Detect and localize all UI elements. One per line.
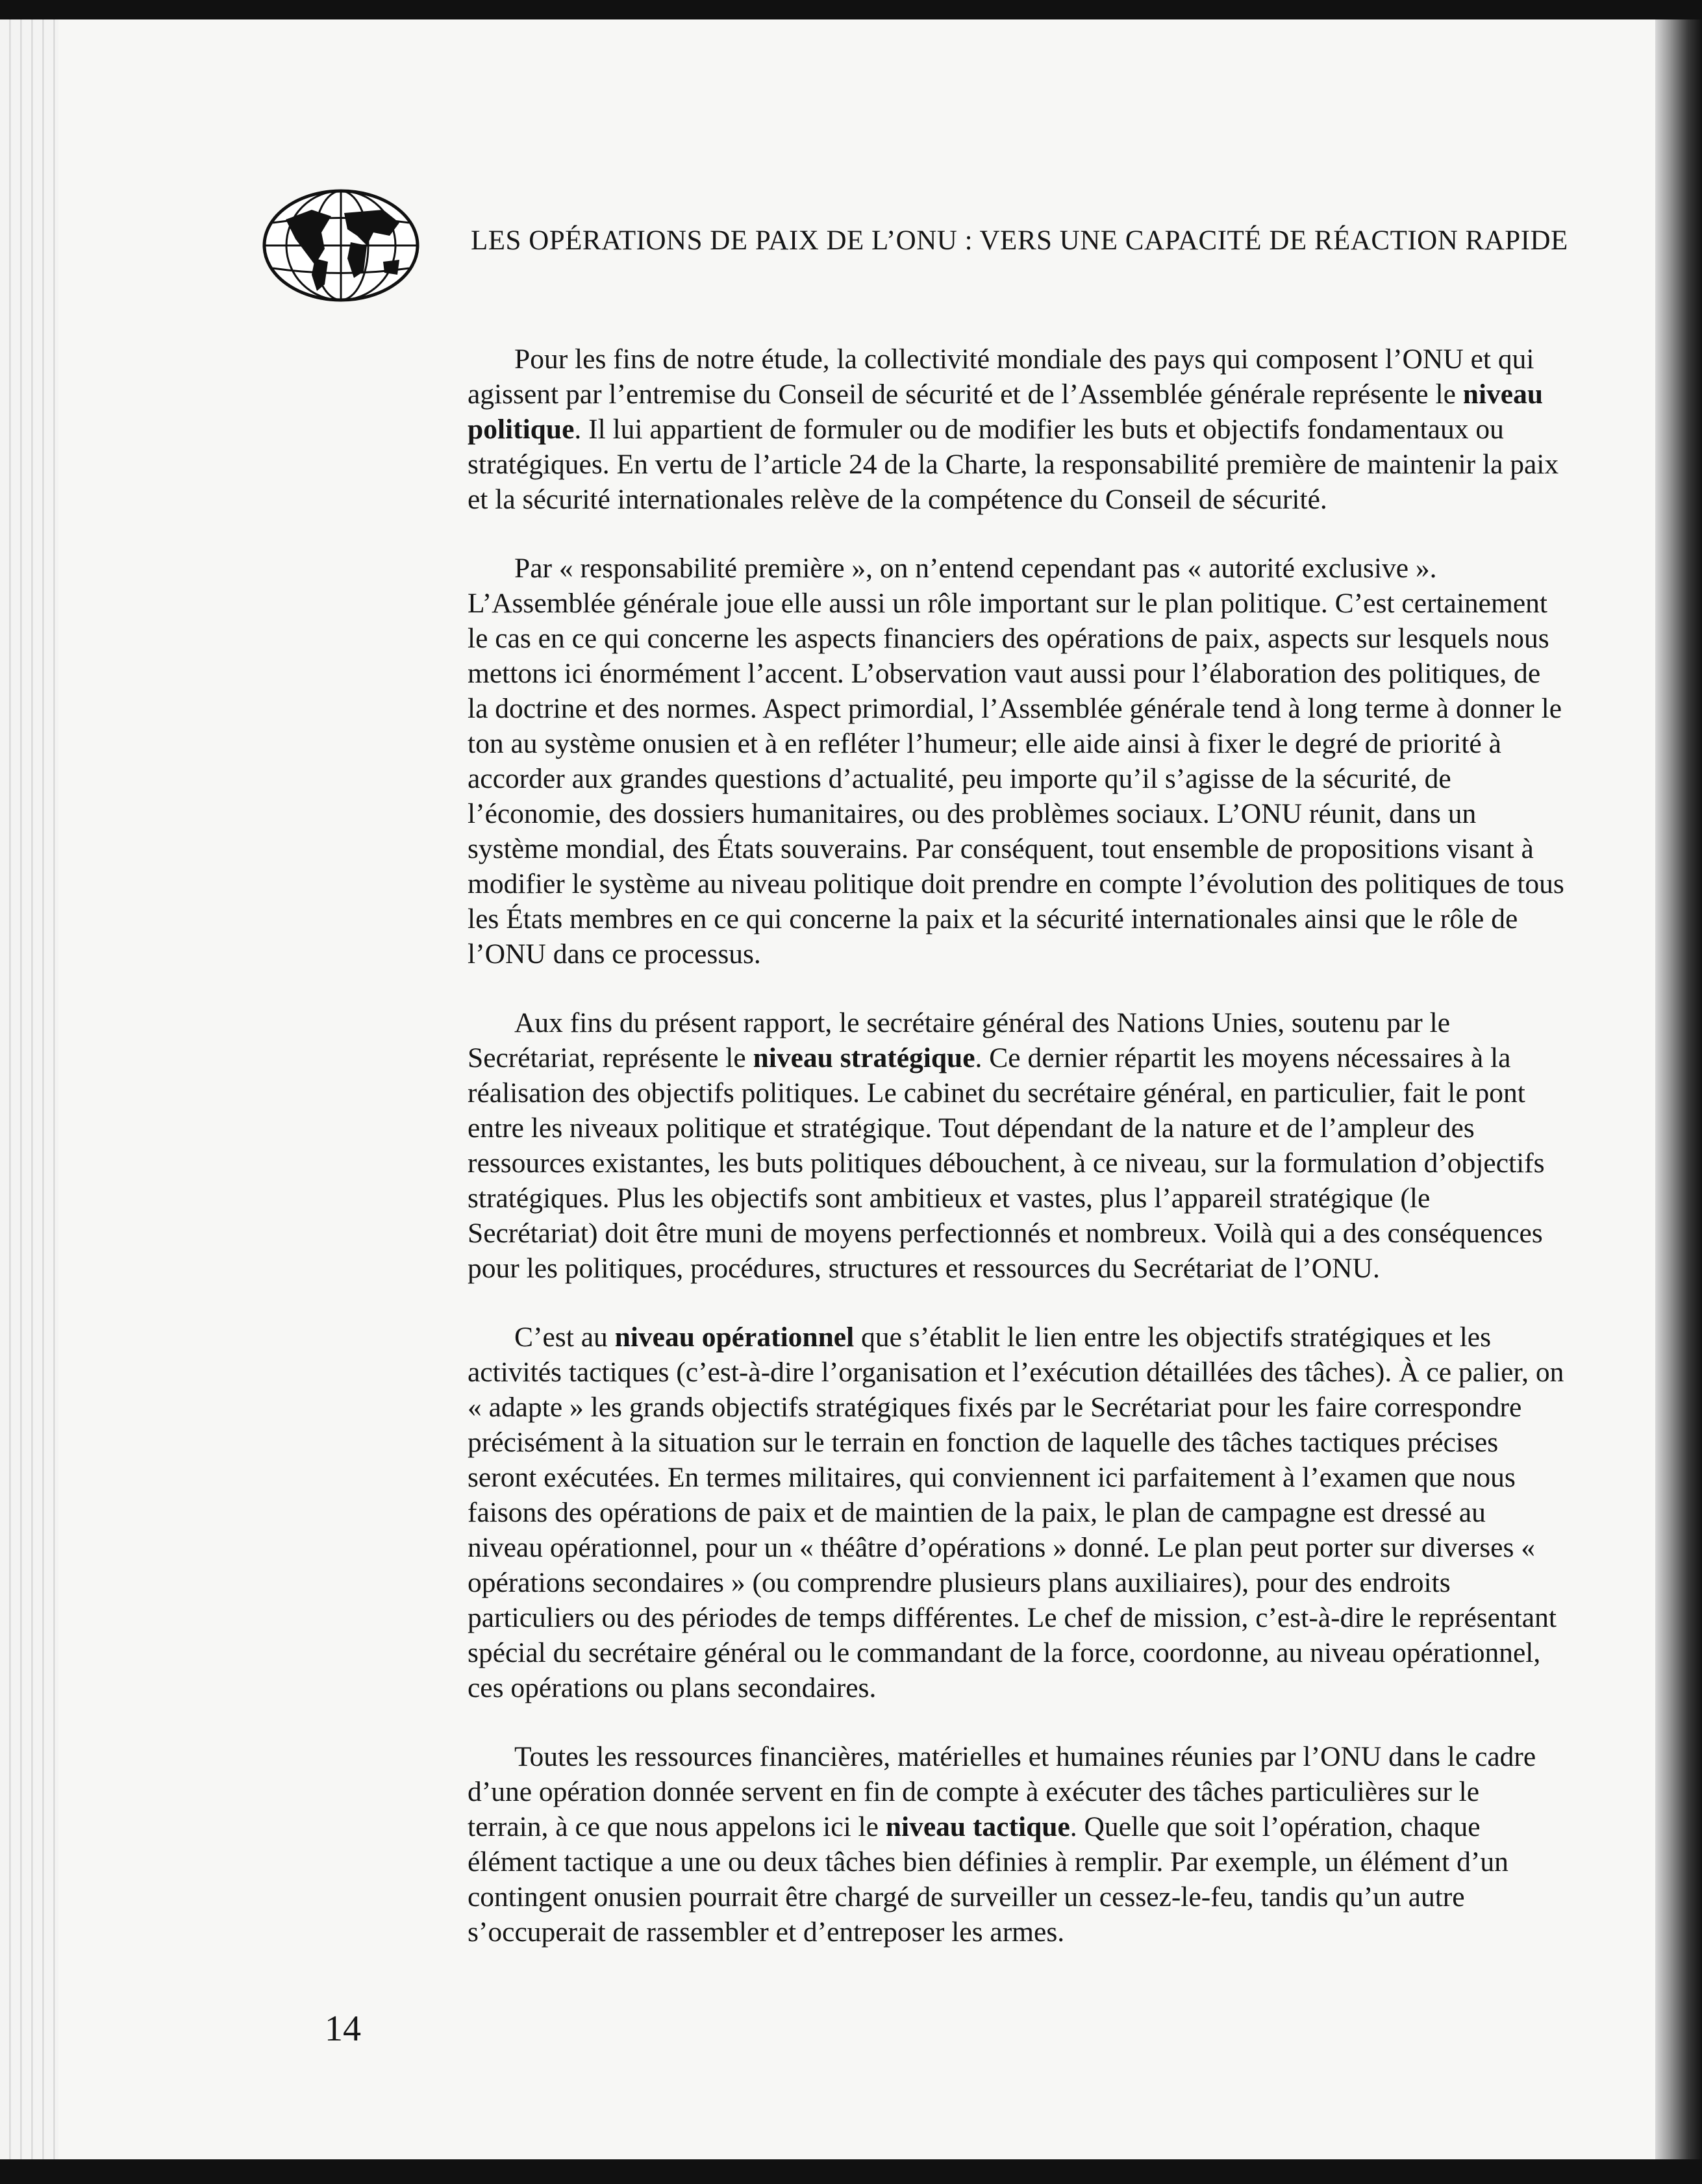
- page-header: [260, 187, 1571, 304]
- paragraph-5-text-b: . Quelle que soit l’opération, chaque élément tactique a une ou deux tâches bien définies à remplir. Par exemple, un élément d’un contingent onusien pourrait être chargé de surveiller un cessez-le-feu, tandis qu’un autre s’occuperait de rassembler et d’entreposer les armes.: [468, 1811, 1508, 1948]
- paragraph-4-bold-term: niveau opérationnel: [614, 1322, 855, 1353]
- body-text: [468, 342, 1565, 1983]
- paragraph-3-text-b: . Ce dernier répartit les moyens nécessaires à la réalisation des objectifs politiques. Le cabinet du secrétaire général, en particulier, fait le pont entre les niveaux politique et stratégique. Tout dépendant de la nature et de l’ampleur des ressources existantes, les buts politiques débouchent, à ce niveau, sur la formulation d’objectifs stratégiques. Plus les objectifs sont ambitieux et vastes, plus l’appareil stratégique (le Secrétariat) doit être muni de moyens perfectionnés et nombreux. Voilà qui a des conséquences pour les politiques, procédures, structures et ressources du Secrétariat de l’ONU.: [468, 1042, 1545, 1284]
- paragraph-1-text-b: . Il lui appartient de formuler ou de modifier les buts et objectifs fondamentaux ou stratégiques. En vertu de l’article 24 de la Charte, la responsabilité première de maintenir la paix et la sécurité internationales relève de la compétence du Conseil de sécurité.: [468, 414, 1559, 515]
- globe-icon: [260, 187, 422, 304]
- paragraph-1: [468, 342, 1565, 517]
- paragraph-5-bold-term: niveau tactique: [885, 1811, 1070, 1842]
- page-number: 14: [325, 2009, 361, 2049]
- paragraph-5: [468, 1739, 1565, 1950]
- scan-edge-bottom: [0, 2159, 1702, 2184]
- paragraph-4-text-b: que s’établit le lien entre les objectifs stratégiques et les activités tactiques (c’est-à-dire l’organisation et l’exécution détaillées des tâches). À ce palier, on « adapte » les grands objectifs stratégiques fixés par le Secrétariat pour les faire correspondre précisément à la situation sur le terrain en fonction de laquelle des tâches tactiques précises seront exécutées. En termes militaires, qui conviennent ici parfaitement à l’examen que nous faisons des opérations de paix et de maintien de la paix, le plan de campagne est dressé au niveau opérationnel, pour un « théâtre d’opérations » donné. Le plan peut porter sur diverses « opérations secondaires » (ou comprendre plusieurs plans auxiliaires), pour des endroits particuliers ou des périodes de temps différentes. Le chef de mission, c’est-à-dire le représentant spécial du secrétaire général ou le commandant de la force, coordonne, au niveau opérationnel, ces opérations ou plans secondaires.: [468, 1322, 1564, 1703]
- paragraph-3-bold-term: niveau stratégique: [753, 1042, 975, 1073]
- scan-edge-top: [0, 0, 1702, 19]
- paragraph-1-bold-term: niveau politique: [468, 379, 1544, 445]
- paragraph-1-text-a: Pour les fins de notre étude, la collectivité mondiale des pays qui composent l’ONU et qui agissent par l’entremise du Conseil de sécurité et de l’Assemblée générale représente le: [468, 344, 1534, 410]
- paragraph-3-text-a: Aux fins du présent rapport, le secrétaire général des Nations Unies, soutenu par le Secrétariat, représente le: [468, 1007, 1451, 1073]
- paragraph-4-text-a: C’est au: [514, 1322, 615, 1353]
- scan-edge-left: [0, 19, 58, 2159]
- paragraph-2: [468, 551, 1565, 972]
- paragraph-2-text-a: Par « responsabilité première », on n’entend cependant pas « autorité exclusive ». L’Assemblée générale joue elle aussi un rôle important sur le plan politique. C’est certainement le cas en ce qui concerne les aspects financiers des opérations de paix, aspects sur lesquels nous mettons ici énormément l’accent. L’observation vaut aussi pour l’élaboration des politiques, de la doctrine et des normes. Aspect primordial, l’Assemblée générale tend à long terme à donner le ton au système onusien et à en refléter l’humeur; elle aide ainsi à fixer le degré de priorité à accorder aux grandes questions d’actualité, peu importe qu’il s’agisse de la sécurité, de l’économie, des dossiers humanitaires, ou des problèmes sociaux. L’ONU réunit, dans un système mondial, des États souverains. Par conséquent, tout ensemble de propositions visant à modifier le système au niveau politique doit prendre en compte l’évolution des politiques de tous les États membres en ce qui concerne la paix et la sécurité internationales ainsi que le rôle de l’ONU dans ce processus.: [468, 553, 1564, 970]
- running-title: LES OPÉRATIONS DE PAIX DE L’ONU : VERS UNE CAPACITÉ DE RÉACTION RAPIDE: [471, 225, 1568, 256]
- paragraph-4: [468, 1320, 1565, 1705]
- paragraph-3: [468, 1005, 1565, 1286]
- paragraph-5-text-a: Toutes les ressources financières, matérielles et humaines réunies par l’ONU dans le cadre d’une opération donnée servent en fin de compte à exécuter des tâches particulières sur le terrain, à ce que nous appelons ici le: [468, 1741, 1536, 1842]
- scan-edge-right: [1655, 19, 1702, 2159]
